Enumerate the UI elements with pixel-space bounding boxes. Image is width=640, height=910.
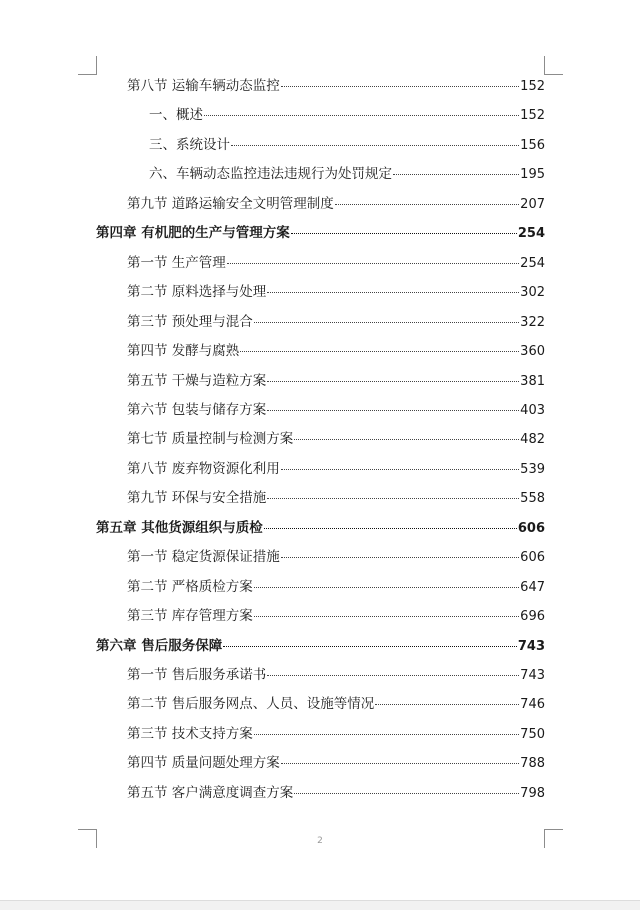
toc-entry-page-number: 606 (517, 520, 545, 536)
toc-entry[interactable] (0, 72, 640, 100)
toc-entry-line (149, 135, 545, 156)
toc-entry-title: 第一节 稳定货源保证措施 (127, 549, 280, 566)
toc-dot-leader (291, 233, 517, 234)
toc-entry[interactable] (0, 337, 640, 365)
toc-entry-line (127, 783, 545, 804)
toc-entry-line (127, 341, 545, 362)
toc-entry[interactable] (0, 249, 640, 277)
toc-entry-title: 第八节 废弃物资源化利用 (127, 460, 280, 477)
toc-entry-page-number: 152 (520, 108, 545, 124)
toc-dot-leader (281, 469, 519, 470)
toc-entry-line (127, 694, 545, 715)
toc-dot-leader (254, 587, 519, 588)
toc-entry[interactable] (0, 190, 640, 218)
toc-entry-line (149, 105, 545, 126)
toc-entry-page-number: 403 (520, 402, 545, 418)
toc-dot-leader (281, 557, 519, 558)
toc-entry[interactable] (0, 160, 640, 188)
toc-dot-leader (267, 498, 519, 499)
toc-entry-line (127, 459, 545, 480)
toc-entry-page-number: 746 (520, 697, 545, 713)
toc-entry-title: 第三节 预处理与混合 (127, 313, 253, 330)
toc-entry-title: 第四节 质量问题处理方案 (127, 755, 280, 772)
toc-entry-page-number: 743 (517, 638, 545, 654)
toc-entry-line (127, 282, 545, 303)
toc-dot-leader (393, 174, 519, 175)
toc-entry-page-number: 195 (520, 167, 545, 183)
toc-entry-title: 第九节 道路运输安全文明管理制度 (127, 195, 334, 212)
toc-entry-line (127, 194, 545, 215)
toc-entry[interactable] (0, 278, 640, 306)
toc-entry-line (127, 753, 545, 774)
toc-entry-line (127, 371, 545, 392)
toc-entry-title: 第三节 技术支持方案 (127, 725, 253, 742)
toc-entry-line (127, 577, 545, 598)
toc-entry-line (127, 400, 545, 421)
toc-entry[interactable] (0, 367, 640, 395)
toc-chapter-entry[interactable] (0, 632, 640, 660)
toc-entry-title: 第一节 售后服务承诺书 (127, 667, 267, 683)
toc-entry-page-number: 788 (520, 756, 545, 772)
toc-entry-title: 第一节 生产管理 (127, 254, 226, 271)
toc-entry-page-number: 558 (520, 491, 545, 507)
toc-entry-page-number: 322 (520, 314, 545, 330)
toc-entry-title: 第二节 售后服务网点、人员、设施等情况 (127, 696, 375, 713)
toc-entry-page-number: 360 (520, 344, 545, 360)
toc-entry-line (127, 76, 545, 97)
toc-dot-leader (254, 734, 519, 735)
toc-entry[interactable] (0, 543, 640, 571)
toc-entry[interactable] (0, 602, 640, 630)
toc-entry-line (127, 488, 545, 509)
toc-entry[interactable] (0, 779, 640, 807)
toc-entry-title: 第二节 原料选择与处理 (127, 284, 267, 301)
toc-entry[interactable] (0, 749, 640, 777)
toc-entry-line (127, 665, 545, 686)
page-number: 2 (317, 836, 323, 846)
toc-entry-page-number: 156 (520, 137, 545, 153)
toc-entry-line (127, 547, 545, 568)
toc-entry[interactable] (0, 308, 640, 336)
toc-dot-leader (267, 381, 519, 382)
toc-entry[interactable] (0, 690, 640, 718)
toc-entry-page-number: 152 (520, 79, 545, 94)
toc-entry-title: 第八节 运输车辆动态监控 (127, 78, 280, 94)
toc-entry-page-number: 482 (520, 432, 545, 448)
toc-dot-leader (375, 704, 519, 705)
toc-dot-leader (227, 263, 519, 264)
toc-entry-page-number: 606 (520, 550, 545, 566)
toc-entry-line (127, 253, 545, 274)
toc-entry-line (127, 606, 545, 627)
toc-entry-page-number: 798 (520, 785, 545, 801)
toc-entry-title: 第四章 有机肥的生产与管理方案 (96, 225, 290, 242)
toc-entry[interactable] (0, 425, 640, 453)
toc-entry-title: 一、概述 (149, 107, 203, 124)
toc-entry[interactable] (0, 484, 640, 512)
toc-entry-page-number: 254 (517, 226, 545, 242)
toc-entry-page-number: 647 (520, 579, 545, 595)
toc-entry-line (149, 164, 545, 185)
toc-dot-leader (254, 616, 519, 617)
toc-entry-title: 六、车辆动态监控违法违规行为处罚规定 (149, 166, 392, 183)
toc-dot-leader (267, 410, 519, 411)
toc-dot-leader (294, 439, 519, 440)
toc-dot-leader (240, 351, 519, 352)
toc-entry-page-number: 207 (520, 196, 545, 212)
toc-entry-page-number: 696 (520, 609, 545, 625)
toc-dot-leader (335, 204, 519, 205)
toc-entry-title: 第三节 库存管理方案 (127, 608, 253, 625)
toc-entry-line (127, 724, 545, 745)
toc-entry-line (96, 223, 545, 244)
toc-entry-page-number: 750 (520, 726, 545, 742)
toc-entry-title: 第七节 质量控制与检测方案 (127, 431, 294, 448)
toc-entry-page-number: 302 (520, 285, 545, 301)
toc-entry-title: 第五章 其他货源组织与质检 (96, 519, 263, 536)
toc-chapter-entry[interactable] (0, 514, 640, 542)
toc-dot-leader (204, 115, 519, 116)
toc-entry[interactable] (0, 720, 640, 748)
toc-entry[interactable] (0, 131, 640, 159)
toc-entry-title: 三、系统设计 (149, 136, 230, 153)
toc-entry-title: 第六章 售后服务保障 (96, 637, 223, 654)
toc-entry[interactable] (0, 573, 640, 601)
toc-entry-page-number: 381 (520, 373, 545, 389)
toc-dot-leader (281, 763, 519, 764)
toc-entry-title: 第五节 干燥与造粒方案 (127, 372, 267, 389)
toc-entry[interactable] (0, 661, 640, 689)
toc-entry-page-number: 743 (520, 668, 545, 683)
toc-dot-leader (231, 145, 519, 146)
toc-entry-line (96, 636, 545, 657)
toc-dot-leader (264, 528, 517, 529)
toc-entry-page-number: 539 (520, 461, 545, 477)
toc-entry-line (127, 312, 545, 333)
toc-chapter-entry[interactable] (0, 219, 640, 247)
toc-entry[interactable] (0, 396, 640, 424)
toc-dot-leader (281, 86, 519, 87)
toc-entry-title: 第二节 严格质检方案 (127, 578, 253, 595)
toc-dot-leader (294, 793, 519, 794)
toc-entry-title: 第四节 发酵与腐熟 (127, 343, 240, 360)
toc-entry-title: 第五节 客户满意度调查方案 (127, 784, 294, 801)
toc-entry-page-number: 254 (520, 255, 545, 271)
toc-dot-leader (267, 292, 519, 293)
toc-dot-leader (267, 675, 519, 676)
toc-entry-line (96, 518, 545, 539)
toc-dot-leader (223, 646, 517, 647)
toc-entry-title: 第六节 包装与储存方案 (127, 401, 267, 418)
toc-entry-line (127, 429, 545, 450)
toc-entry[interactable] (0, 455, 640, 483)
toc-dot-leader (254, 322, 519, 323)
toc-entry[interactable] (0, 101, 640, 129)
toc-entry-title: 第九节 环保与安全措施 (127, 490, 267, 507)
